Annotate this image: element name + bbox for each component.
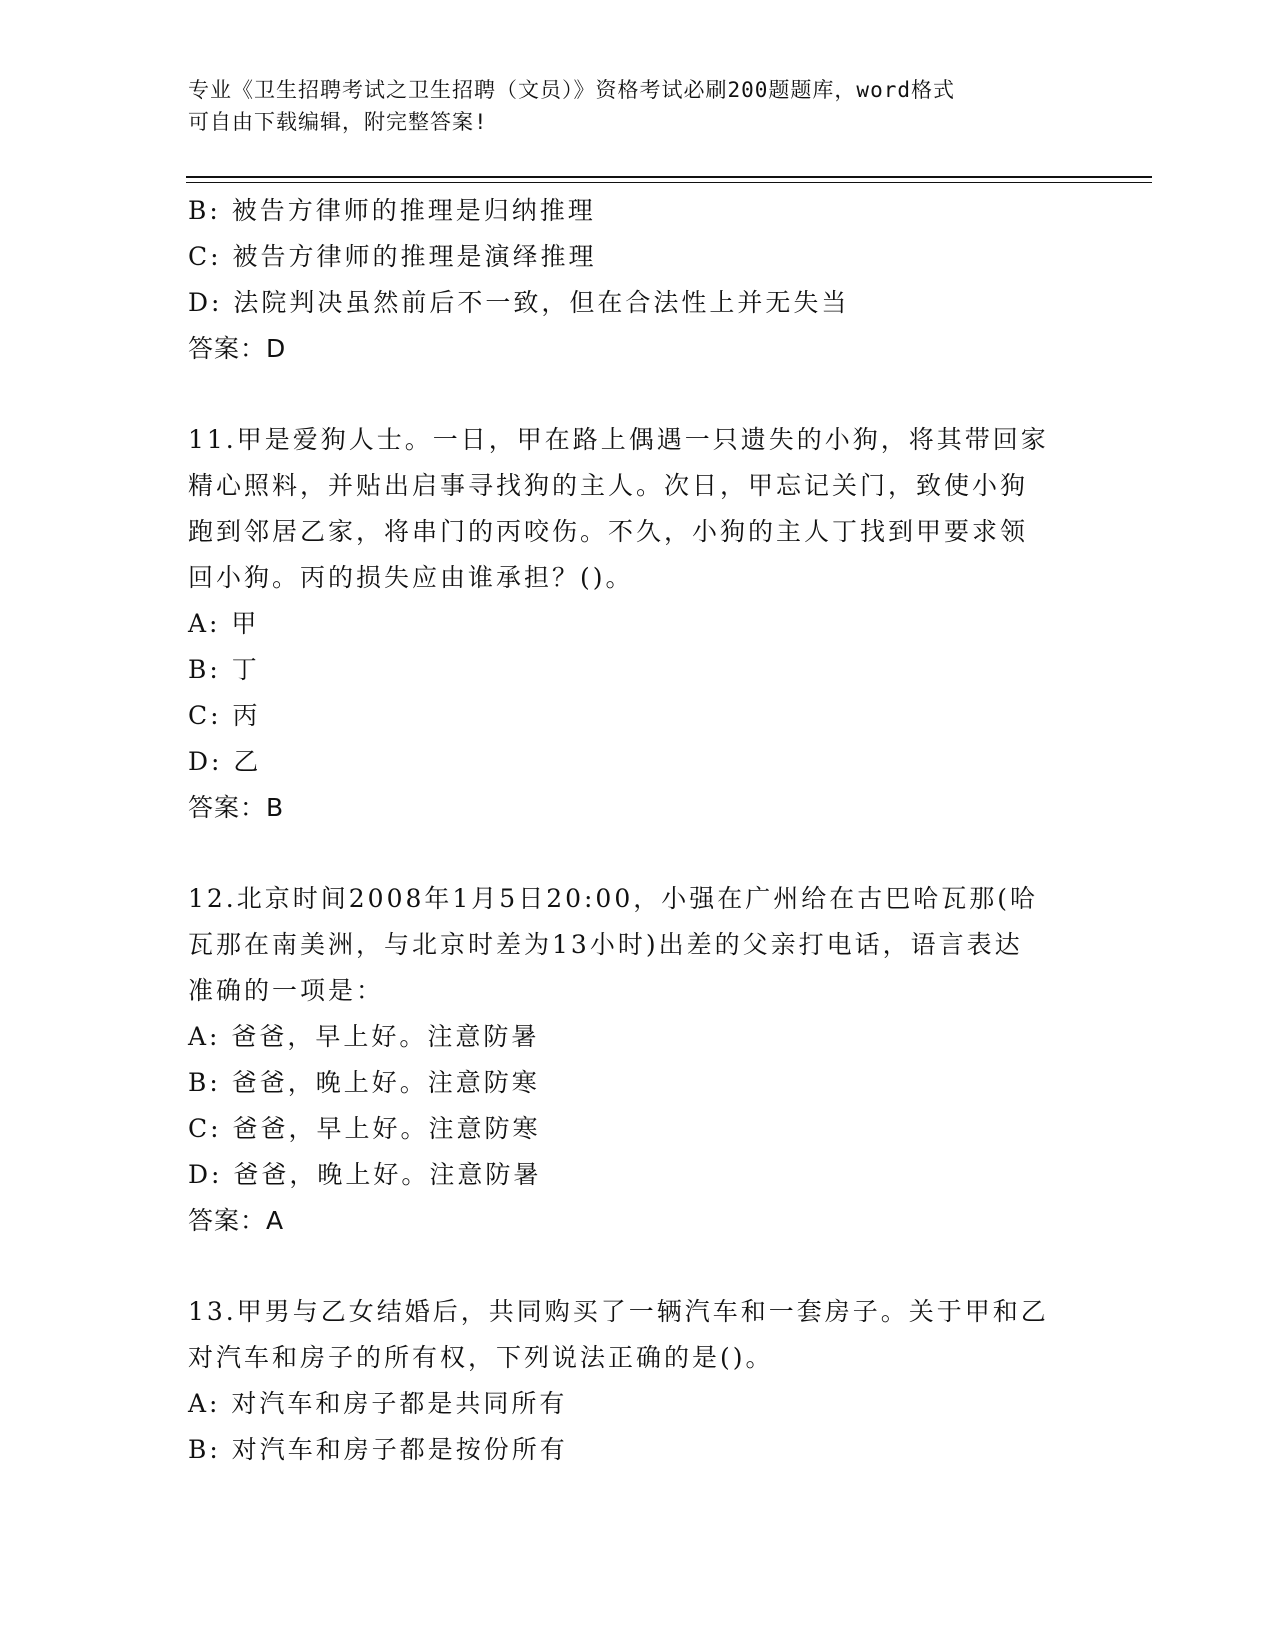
header-rule-thin	[186, 182, 1152, 183]
question-11	[188, 417, 1088, 831]
option-b: B: 被告方律师的推理是归纳推理	[188, 196, 596, 225]
option-d: D: 乙	[188, 747, 262, 776]
question-stem-line: 准确的一项是：	[188, 976, 385, 1005]
answer-line: 答案：A	[188, 1206, 285, 1235]
spacer	[188, 831, 1088, 876]
option-c: C: 爸爸，早上好。注意防寒	[188, 1114, 541, 1143]
document-header	[188, 74, 1088, 138]
question-13	[188, 1289, 1088, 1473]
document-body	[188, 188, 1088, 1473]
option-d: D: 爸爸，晚上好。注意防暑	[188, 1160, 542, 1189]
spacer	[188, 372, 1088, 417]
option-a: A: 对汽车和房子都是共同所有	[188, 1389, 568, 1418]
header-line-1: 专业《卫生招聘考试之卫生招聘（文员）》资格考试必刷200题题库，word格式	[188, 78, 955, 102]
option-b: B: 对汽车和房子都是按份所有	[188, 1435, 568, 1464]
question-stem-line: 13.甲男与乙女结婚后，共同购买了一辆汽车和一套房子。关于甲和乙	[188, 1297, 1049, 1326]
option-d: D: 法院判决虽然前后不一致，但在合法性上并无失当	[188, 288, 850, 317]
answer-line: 答案：B	[188, 793, 285, 822]
header-rule-thick	[186, 176, 1152, 178]
question-previous	[188, 188, 1088, 372]
option-b: B: 爸爸，晚上好。注意防寒	[188, 1068, 540, 1097]
answer-line: 答案：D	[188, 334, 287, 363]
question-stem-line: 瓦那在南美洲，与北京时差为13小时)出差的父亲打电话，语言表达	[188, 930, 1023, 959]
question-stem-line: 跑到邻居乙家，将串门的丙咬伤。不久，小狗的主人丁找到甲要求领	[188, 517, 1029, 546]
question-stem-line: 精心照料，并贴出启事寻找狗的主人。次日，甲忘记关门，致使小狗	[188, 471, 1029, 500]
question-12	[188, 876, 1088, 1244]
spacer	[188, 1244, 1088, 1289]
option-a: A: 甲	[188, 609, 260, 638]
option-a: A: 爸爸，早上好。注意防暑	[188, 1022, 540, 1051]
question-stem-line: 12.北京时间2008年1月5日20:00，小强在广州给在古巴哈瓦那(哈	[188, 884, 1038, 913]
option-c: C: 被告方律师的推理是演绎推理	[188, 242, 597, 271]
header-line-2: 可自由下载编辑，附完整答案!	[188, 110, 488, 134]
question-stem-line: 11.甲是爱狗人士。一日，甲在路上偶遇一只遗失的小狗，将其带回家	[188, 425, 1049, 454]
question-stem-line: 回小狗。丙的损失应由谁承担？()。	[188, 563, 634, 592]
option-b: B: 丁	[188, 655, 260, 684]
option-c: C: 丙	[188, 701, 261, 730]
question-stem-line: 对汽车和房子的所有权，下列说法正确的是()。	[188, 1343, 774, 1372]
